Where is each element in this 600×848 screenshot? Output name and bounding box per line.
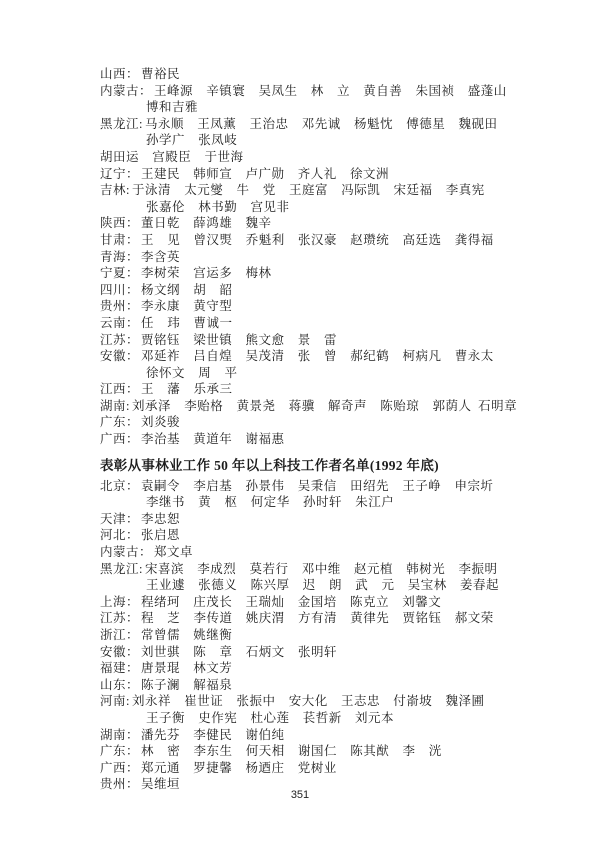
list-row [100,99,530,116]
province-label: 福建： [100,661,140,676]
list-row [100,215,530,232]
names-text: 李树荣 宫运多 梅林 [141,266,272,281]
province-label: 河北： [100,528,140,543]
names-text: 王业遽 张德义 陈兴厚 迟 朗 武 元 吴宝林 姜春起 [146,578,500,593]
page-content [100,66,530,793]
province-label: 山东： [100,677,140,692]
list-row [100,693,530,710]
names-text: 于泳清 太元燮 牛 党 王庭富 冯际凯 宋廷福 李真宪 [131,183,485,198]
list-row [100,381,530,398]
list-row [100,561,530,578]
province-label: 北京： [100,478,140,493]
list-row [100,494,530,511]
list-row [100,414,530,431]
names-text: 孙学广 张凤岐 [146,133,238,148]
province-label: 江苏： [100,611,140,626]
names-text: 程绪珂 庄茂长 王瑞灿 金国培 陈克立 刘馨文 [141,594,442,609]
section-heading: 表彰从事林业工作 50 年以上科技工作者名单(1992 年底) [100,457,439,473]
list-row [100,478,530,495]
province-label: 云南： [100,315,140,330]
names-text: 程 芝 李传道 姚庆渭 方有清 黄律先 贾铭钰 郝文荣 [141,611,494,626]
list-row [100,431,530,448]
names-text: 刘承泽 李贻格 黄景尧 蒋骥 解奇声 陈贻琼 郭荫人 石明章 [131,398,518,413]
province-label: 江西： [100,382,140,397]
province-label: 贵州： [100,299,140,314]
province-label: 贵州： [100,777,140,792]
province-label: 安徽： [100,644,140,659]
list-row [100,232,530,249]
list-row [100,544,530,561]
names-text: 贾铭钰 梁世镇 熊文愈 景 雷 [141,332,338,347]
names-text: 唐景琨 林文芳 [141,661,233,676]
province-label: 吉林: [100,183,130,198]
province-label: 广东： [100,744,140,759]
names-text: 吴维垣 [141,777,181,792]
province-label: 安徽： [100,349,140,364]
names-text: 李含英 [141,249,181,264]
province-label: 陕西： [100,216,140,231]
names-text: 张启恩 [141,528,181,543]
list-row [100,365,530,382]
list-row [100,398,530,415]
award-list-50-years [100,478,530,793]
names-text: 胡田运 宫殿臣 于世海 [100,149,244,164]
names-text: 李继书 黄 枢 何定华 孙时轩 朱江户 [146,495,395,510]
list-row [100,315,530,332]
names-text: 任 玮 曹诚一 [141,315,233,330]
province-label: 黑龙江: [100,116,143,131]
list-row [100,527,530,544]
names-text: 王 藩 乐承三 [141,382,233,397]
list-row [100,249,530,266]
names-text: 博和吉雅 [146,100,199,115]
names-text: 袁嗣令 李启基 孙景伟 吴秉信 田绍先 王子峥 申宗圻 [141,478,494,493]
province-label: 甘肃： [100,232,140,247]
province-label: 宁夏： [100,266,140,281]
province-label: 内蒙古： [100,545,153,560]
names-text: 王峰源 辛镇寰 吴凤生 林 立 黄自善 朱国祯 盛蓬山 [154,83,507,98]
names-text: 宋喜滨 李成烈 莫若行 邓中维 赵元植 韩树光 李振明 [144,561,498,576]
names-text: 邓延祚 吕自煌 吴茂清 张 曾 郝纪鹤 柯病凡 曹永太 [141,349,494,364]
province-label: 湖南： [100,727,140,742]
province-label: 上海： [100,594,140,609]
names-text: 杨文纲 胡 韶 [141,282,233,297]
names-text: 刘世骐 陈 章 石炳文 张明轩 [141,644,338,659]
province-label: 广西： [100,432,140,447]
list-row [100,577,530,594]
list-row [100,199,530,216]
province-label: 浙江： [100,628,140,642]
names-text: 陈子澜 解福泉 [141,677,233,692]
province-label: 山西： [100,67,140,81]
list-row [100,83,530,100]
names-text: 徐怀文 周 平 [146,365,238,380]
list-row [100,743,530,760]
province-label: 天津： [100,511,140,526]
list-row [100,282,530,299]
province-label: 河南: [100,694,130,709]
names-text: 林 密 李东生 何天相 谢国仁 陈其猷 李 洸 [141,744,442,759]
list-row [100,66,530,83]
province-label: 青海： [100,249,140,264]
names-text: 王建民 韩师宣 卢广勋 齐人礼 徐文洲 [141,166,390,181]
list-row [100,348,530,365]
list-row [100,727,530,744]
names-text: 李永康 黄守型 [141,299,233,314]
province-label: 湖南: [100,398,130,413]
award-list-continued [100,66,530,448]
province-label: 内蒙古： [100,83,153,98]
names-text: 张嘉伦 林书勤 宫见非 [146,199,290,214]
list-row [100,644,530,661]
names-text: 郑元通 罗捷馨 杨迺庄 党树业 [141,760,337,775]
names-text: 曹裕民 [141,67,181,81]
list-row [100,610,530,627]
list-row [100,149,530,166]
list-row [100,166,530,183]
list-row [100,660,530,677]
names-text: 董日乾 薛鸿雄 魏辛 [141,216,272,231]
list-row [100,132,530,149]
list-row [100,594,530,611]
names-text: 王 见 曾汉煚 乔魁利 张汉豪 赵瓒统 高廷选 龚得福 [141,232,494,247]
province-label: 江苏： [100,332,140,347]
list-row [100,116,530,133]
list-row [100,511,530,528]
names-text: 李忠恕 [141,511,181,526]
province-label: 广西： [100,760,140,775]
list-row [100,182,530,199]
province-label: 黑龙江: [100,561,143,576]
province-label: 辽宁： [100,166,140,181]
names-text: 刘炎骏 [141,415,181,430]
list-row [100,298,530,315]
names-text: 常曾儒 姚继衡 [141,628,233,642]
list-row [100,760,530,777]
list-row [100,332,530,349]
province-label: 广东： [100,415,140,430]
list-row [100,710,530,727]
names-text: 潘先芬 李健民 谢伯纯 [141,727,285,742]
names-text: 郑文卓 [154,545,194,560]
list-row [100,677,530,694]
province-label: 四川： [100,282,140,297]
names-text: 刘永祥 崔世证 张振中 安大化 王志忠 付嵛坡 魏泽圃 [131,694,485,709]
page-number: 351 [290,789,310,801]
names-text: 王子衡 史作宪 杜心莲 苌哲新 刘元本 [146,710,395,725]
list-row [100,265,530,282]
list-row [100,627,530,644]
names-text: 李治基 黄道年 谢福惠 [141,432,285,447]
names-text: 马永顺 王凤薰 王治忠 邓先诚 杨魁忱 傅德星 魏砚田 [144,116,498,131]
